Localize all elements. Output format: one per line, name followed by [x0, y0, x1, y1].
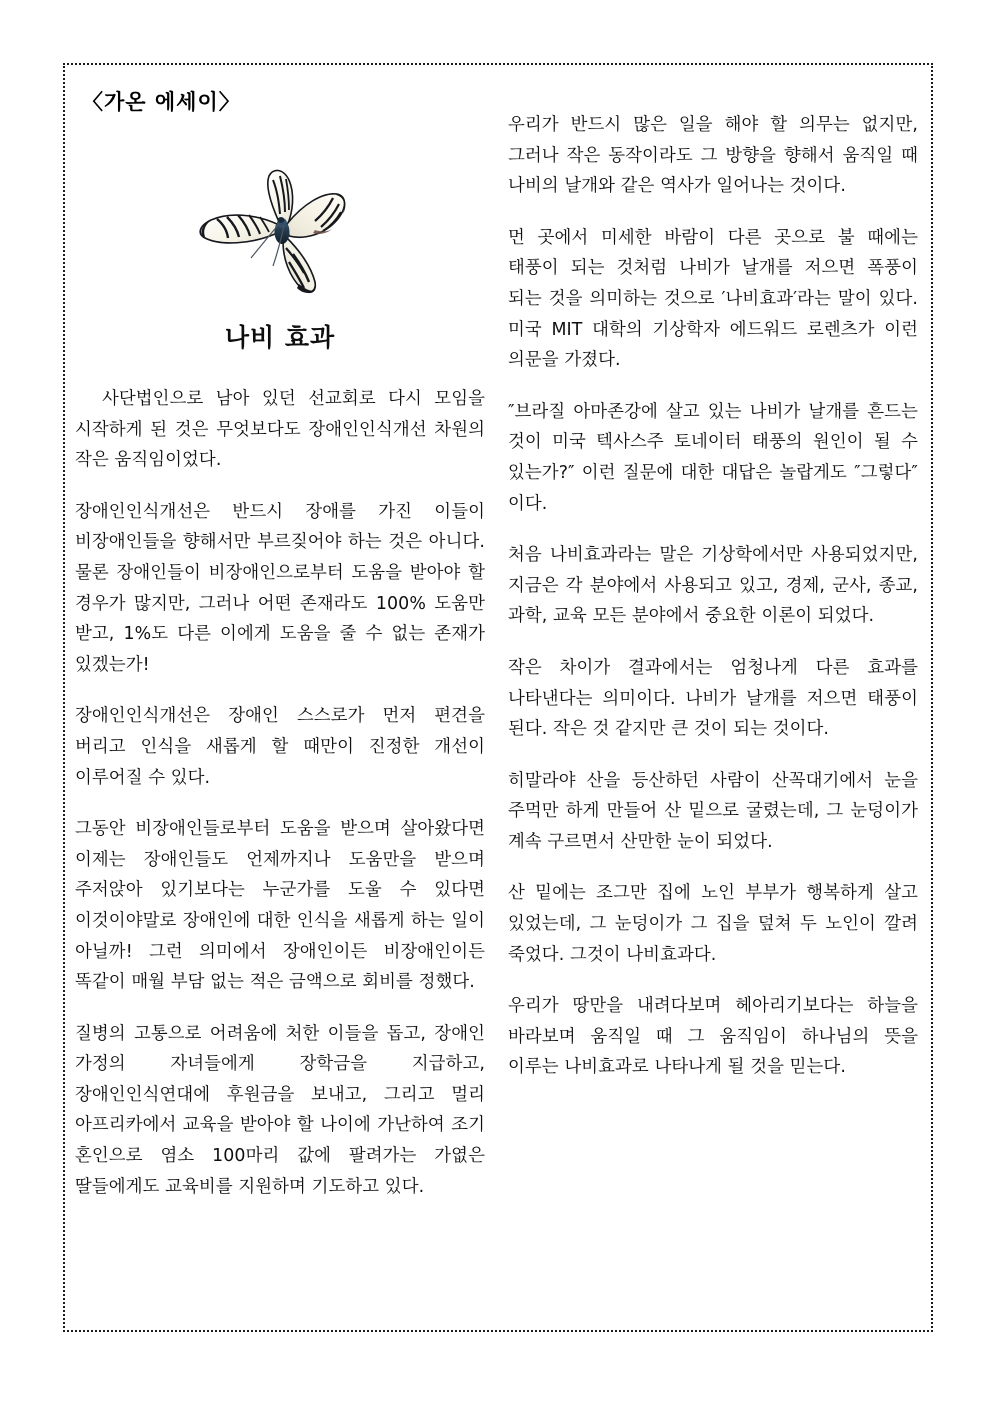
paragraph: 먼 곳에서 미세한 바람이 다른 곳으로 불 때에는 태풍이 되는 것처럼 나비가 날개를 저으면 폭풍이 되는 것을 의미하는 것으로 ′나비효과′라는 말이 있다. 미국 MIT 대학의 기상학자 에드워드 로렌츠가 이런 의문을 가졌다. — [508, 227, 918, 371]
paragraph: 장애인인식개선은 장애인 스스로가 먼저 편견을 버리고 인식을 새롭게 할 때만이 진정한 개선이 이루어질 수 있다. — [75, 706, 485, 788]
article-title: 나비 효과 — [224, 323, 336, 352]
right-column — [508, 110, 918, 1083]
paragraph: 우리가 땅만을 내려다보며 헤아리기보다는 하늘을 바라보며 움직일 때 그 움직임이 하나님의 뜻을 이루는 나비효과로 나타나게 될 것을 믿는다. — [508, 996, 918, 1078]
left-paragraph-stack — [75, 384, 485, 1202]
paragraph: 히말라야 산을 등산하던 사람이 산꼭대기에서 눈을 주먹만 하게 만들어 산 밑으로 굴렸는데, 그 눈덩이가 계속 구르면서 산만한 눈이 되었다. — [508, 770, 918, 852]
paragraph: 산 밑에는 조그만 집에 노인 부부가 행복하게 살고 있었는데, 그 눈덩이가 그 집을 덮쳐 두 노인이 깔려 죽었다. 그것이 나비효과다. — [508, 883, 918, 965]
paragraph: ″브라질 아마존강에 살고 있는 나비가 날개를 흔드는 것이 미국 텍사스주 토네이터 태풍의 원인이 될 수 있는가?″ 이런 질문에 대한 대답은 놀랍게도 ″그렇다″이다. — [508, 401, 918, 514]
paragraph: 작은 차이가 결과에서는 엄청나게 다른 효과를 나타낸다는 의미이다. 나비가 날개를 저으면 태풍이 된다. 작은 것 같지만 큰 것이 되는 것이다. — [508, 657, 918, 740]
butterfly-right-upper-wing — [287, 194, 345, 237]
right-paragraph-stack — [508, 110, 918, 1083]
paragraph: 장애인인식개선은 반드시 장애를 가진 이들이 비장애인들을 향해서만 부르짖어야 하는 것은 아니다. 물론 장애인들이 비장애인으로부터 도움을 받아야 할 경우가 많지만, 그러나 어떤 존재라도 100% 도움만 받고, 1%도 다른 이에게 도움을 줄 수 없는 존재가 있겠는가! — [75, 501, 485, 675]
essay-section-header: 〈가온 에세이〉 — [82, 90, 241, 114]
left-column — [75, 110, 485, 1202]
butterfly-right-lower-wing — [283, 238, 316, 293]
butterfly-left-upper-wing — [200, 215, 277, 243]
paragraph: 우리가 반드시 많은 일을 해야 할 의무는 없지만, 그러나 작은 동작이라도 그 방향을 향해서 움직일 때 나비의 날개와 같은 역사가 일어나는 것이다. — [508, 115, 918, 197]
paragraph: 그동안 비장애인들로부터 도움을 받으며 살아왔다면 이제는 장애인들도 언제까지나 도움만을 받으며 주저앉아 있기보다는 누군가를 도울 수 있다면 이것이야말로 장애인에 대한 인식을 새롭게 하는 일이 아닐까! 그런 의미에서 장애인이든 비장애인이든 똑같이 매월 부담 없는 적은 금액으로 회비를 정했다. — [75, 819, 485, 993]
paragraph: 질병의 고통으로 어려움에 처한 이들을 돕고, 장애인 가정의 자녀들에게 장학금을 지급하고, 장애인인식연대에 후원금을 보내고, 그리고 멀리 아프리카에서 교육을 받아야 할 나이에 가난하여 조기 혼인으로 염소 100마리 값에 팔려가는 가엾은 딸들에게도 교육비를 지원하며 기도하고 있다. — [75, 1023, 485, 1197]
paragraph: 처음 나비효과라는 말은 기상학에서만 사용되었지만, 지금은 각 분야에서 사용되고 있고, 경제, 군사, 종교, 과학, 교육 모든 분야에서 중요한 이론이 되었다. — [508, 545, 918, 627]
figure-block — [75, 162, 485, 354]
paragraph: 사단법인으로 남아 있던 선교회로 다시 모임을 시작하게 된 것은 무엇보다도 장애인인식개선 차원의 작은 움직임이었다. — [75, 389, 485, 471]
butterfly-icon — [195, 162, 365, 302]
